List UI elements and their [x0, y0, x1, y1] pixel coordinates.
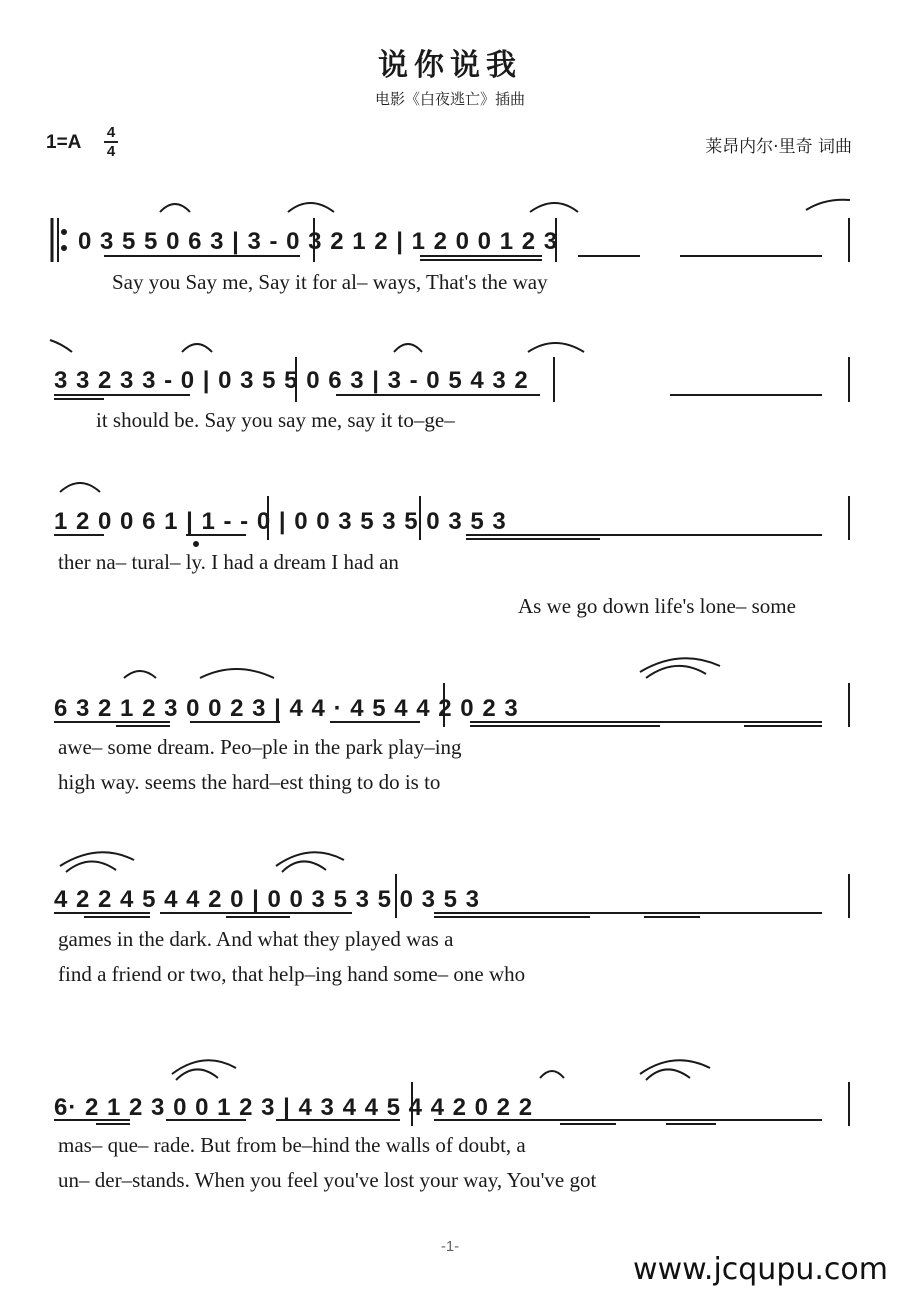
lyric-line-1: Say you Say me, Say it for al– ways, That's the way [112, 270, 548, 294]
time-signature-top: 4 [106, 124, 116, 141]
lyric-line-5a: games in the dark. And what they played was a [58, 927, 454, 951]
key-signature: 1=A [46, 132, 82, 153]
notation-line-1: 0 3 5 5 0 6 3 | 3 - 0 3 2 1 2 | 1 2 0 0 1 2 3 [78, 228, 559, 255]
lyric-line-2: it should be. Say you say me, say it to–ge– [96, 408, 455, 432]
lyric-line-5b: find a friend or two, that help–ing hand some– one who [58, 962, 526, 986]
lyric-line-4b: high way. seems the hard–est thing to do is to [58, 770, 441, 794]
notation-line-4: 6 3 2 1 2 3 0 0 2 3 | 4 4 · 4 5 4 4 2 0 2 3 [54, 695, 519, 722]
lyric-line-3b: As we go down life's lone– some [518, 594, 796, 618]
lyric-line-6a: mas– que– rade. But from be–hind the walls of doubt, a [58, 1133, 526, 1157]
lyric-line-4a: awe– some dream. Peo–ple in the park play–ing [58, 735, 462, 759]
time-signature-bottom: 4 [106, 143, 116, 160]
composer-credit: 莱昂内尔·里奇 词曲 [705, 137, 852, 157]
page-number: -1- [440, 1238, 460, 1255]
watermark: www.jcqupu.com [633, 1252, 888, 1287]
notation-line-6: 6· 2 1 2 3 0 0 1 2 3 | 4 3 4 4 5 4 4 2 0 2 2 [54, 1094, 534, 1121]
notation-line-3: 1 2 0 0 6 1 | 1 - - 0 | 0 0 3 5 3 5 0 3 5 3 [54, 508, 507, 535]
song-subtitle: 电影《白夜逃亡》插曲 [374, 90, 525, 108]
song-title: 说你说我 [378, 48, 522, 83]
notation-line-2: 3 3 2 3 3 - 0 | 0 3 5 5 0 6 3 | 3 - 0 5 4 3 2 [54, 367, 529, 394]
lyric-line-6b: un– der–stands. When you feel you've lost your way, You've got [58, 1168, 597, 1192]
lyric-line-3a: ther na– tural– ly. I had a dream I had an [58, 550, 399, 574]
notation-line-5: 4 2 2 4 5 4 4 2 0 | 0 0 3 5 3 5 0 3 5 3 [54, 886, 481, 913]
